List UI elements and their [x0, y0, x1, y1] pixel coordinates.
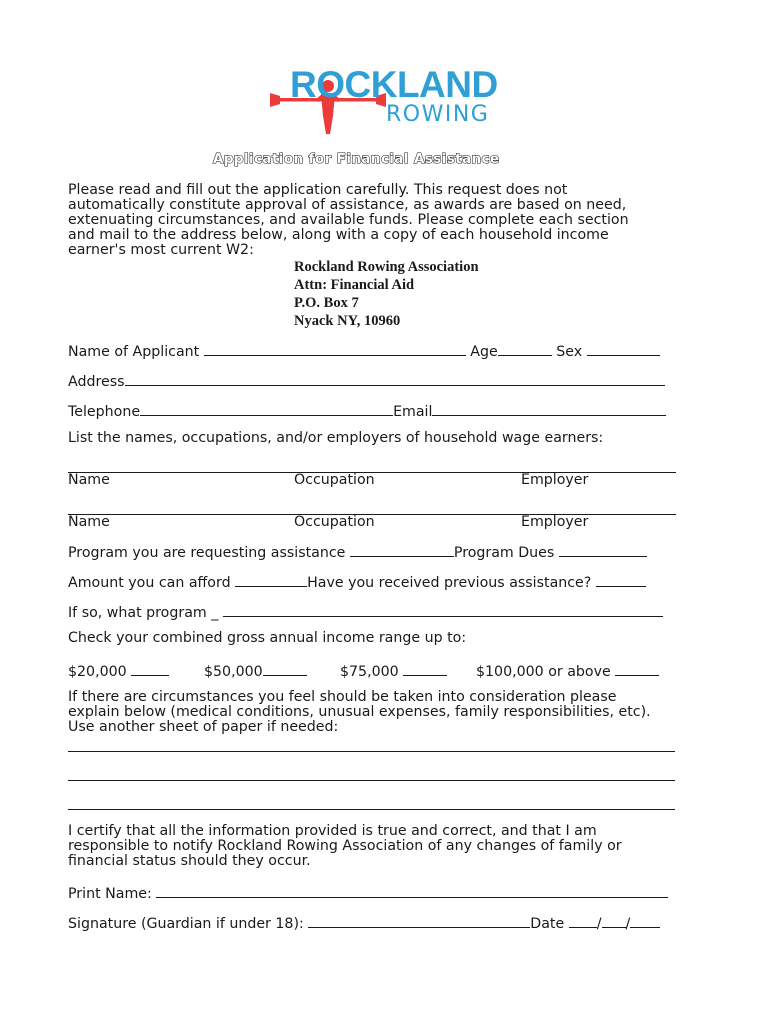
earners-prompt: List the names, occupations, and/or employers of household wage earners: — [68, 430, 604, 446]
afford-label: Amount you can afford — [68, 575, 231, 591]
previous-assistance-field[interactable] — [596, 572, 646, 587]
sex-field[interactable] — [587, 341, 660, 356]
earner-2-employer-label: Employer — [521, 514, 589, 530]
date-separator: / — [625, 916, 631, 932]
program-dues-label: Program Dues — [453, 545, 555, 561]
logo-rockland-text: ROCKLAND — [290, 64, 498, 105]
previous-program-field[interactable] — [223, 602, 663, 617]
income-100000-checkbox[interactable] — [615, 661, 659, 676]
sex-label: Sex — [556, 344, 583, 360]
address-line: Rockland Rowing Association — [294, 259, 479, 275]
intro-line: Please read and fill out the application carefully. This request does not — [68, 182, 568, 198]
circumstances-entry-line[interactable] — [68, 809, 675, 810]
email-field[interactable] — [432, 401, 666, 416]
address-field[interactable] — [125, 371, 665, 386]
signature-label: Signature (Guardian if under 18): — [68, 916, 304, 932]
age-label: Age — [470, 344, 498, 360]
program-field[interactable] — [350, 542, 454, 557]
circumstances-line: explain below (medical conditions, unusual expenses, family responsibilities, etc). — [68, 704, 651, 720]
afford-field[interactable] — [235, 572, 307, 587]
age-field[interactable] — [498, 341, 552, 356]
intro-line: extenuating circumstances, and available funds. Please complete each section — [68, 212, 629, 228]
signature-field[interactable] — [308, 913, 530, 928]
intro-line: automatically constitute approval of assistance, as awards are based on need, — [68, 197, 627, 213]
certify-line: I certify that all the information provided is true and correct, and that I am — [68, 823, 597, 839]
date-label: Date — [530, 916, 565, 932]
address-line: Attn: Financial Aid — [294, 277, 415, 293]
date-month-field[interactable] — [569, 913, 597, 928]
circumstances-entry-line[interactable] — [68, 780, 675, 781]
telephone-label: Telephone — [68, 404, 141, 420]
date-day-field[interactable] — [602, 913, 626, 928]
earner-1-employer-label: Employer — [521, 472, 589, 488]
date-year-field[interactable] — [630, 913, 660, 928]
income-50000-checkbox[interactable] — [263, 661, 307, 676]
income-option-label: $100,000 or above — [476, 664, 611, 680]
name-label: Name of Applicant — [68, 344, 200, 360]
address-label: Address — [68, 374, 125, 390]
circumstances-line: Use another sheet of paper if needed: — [68, 719, 339, 735]
earner-1-occupation-label: Occupation — [294, 472, 375, 488]
logo-rowing-text: ROWING — [386, 102, 490, 127]
address-line: Nyack NY, 10960 — [294, 313, 401, 329]
print-name-label: Print Name: — [68, 886, 152, 902]
intro-line: earner's most current W2: — [68, 242, 254, 258]
circumstances-entry-line[interactable] — [68, 751, 675, 752]
program-label: Program you are requesting assistance — [68, 545, 346, 561]
circumstances-line: If there are circumstances you feel should be taken into consideration please — [68, 689, 617, 705]
certify-line: financial status should they occur. — [68, 853, 311, 869]
if-so-label: If so, what program _ — [68, 605, 219, 621]
income-option-label: $50,000 — [204, 664, 263, 680]
intro-line: and mail to the address below, along with a copy of each household income — [68, 227, 609, 243]
income-75000-checkbox[interactable] — [403, 661, 447, 676]
income-20000-checkbox[interactable] — [131, 661, 169, 676]
earner-2-name-label: Name — [68, 514, 110, 530]
program-dues-field[interactable] — [559, 542, 647, 557]
applicant-name-field[interactable] — [204, 341, 466, 356]
date-separator: / — [596, 916, 602, 932]
income-option-label: $20,000 — [68, 664, 127, 680]
address-line: P.O. Box 7 — [294, 295, 359, 311]
page-title: Application for Financial Assistance — [213, 151, 500, 167]
certify-line: responsible to notify Rockland Rowing Association of any changes of family or — [68, 838, 622, 854]
earner-2-occupation-label: Occupation — [294, 514, 375, 530]
email-label: Email — [393, 404, 433, 420]
income-prompt: Check your combined gross annual income range up to: — [68, 630, 467, 646]
earner-1-name-label: Name — [68, 472, 110, 488]
previous-assistance-label: Have you received previous assistance? — [307, 575, 592, 591]
income-option-label: $75,000 — [340, 664, 399, 680]
print-name-field[interactable] — [156, 883, 668, 898]
telephone-field[interactable] — [140, 401, 393, 416]
